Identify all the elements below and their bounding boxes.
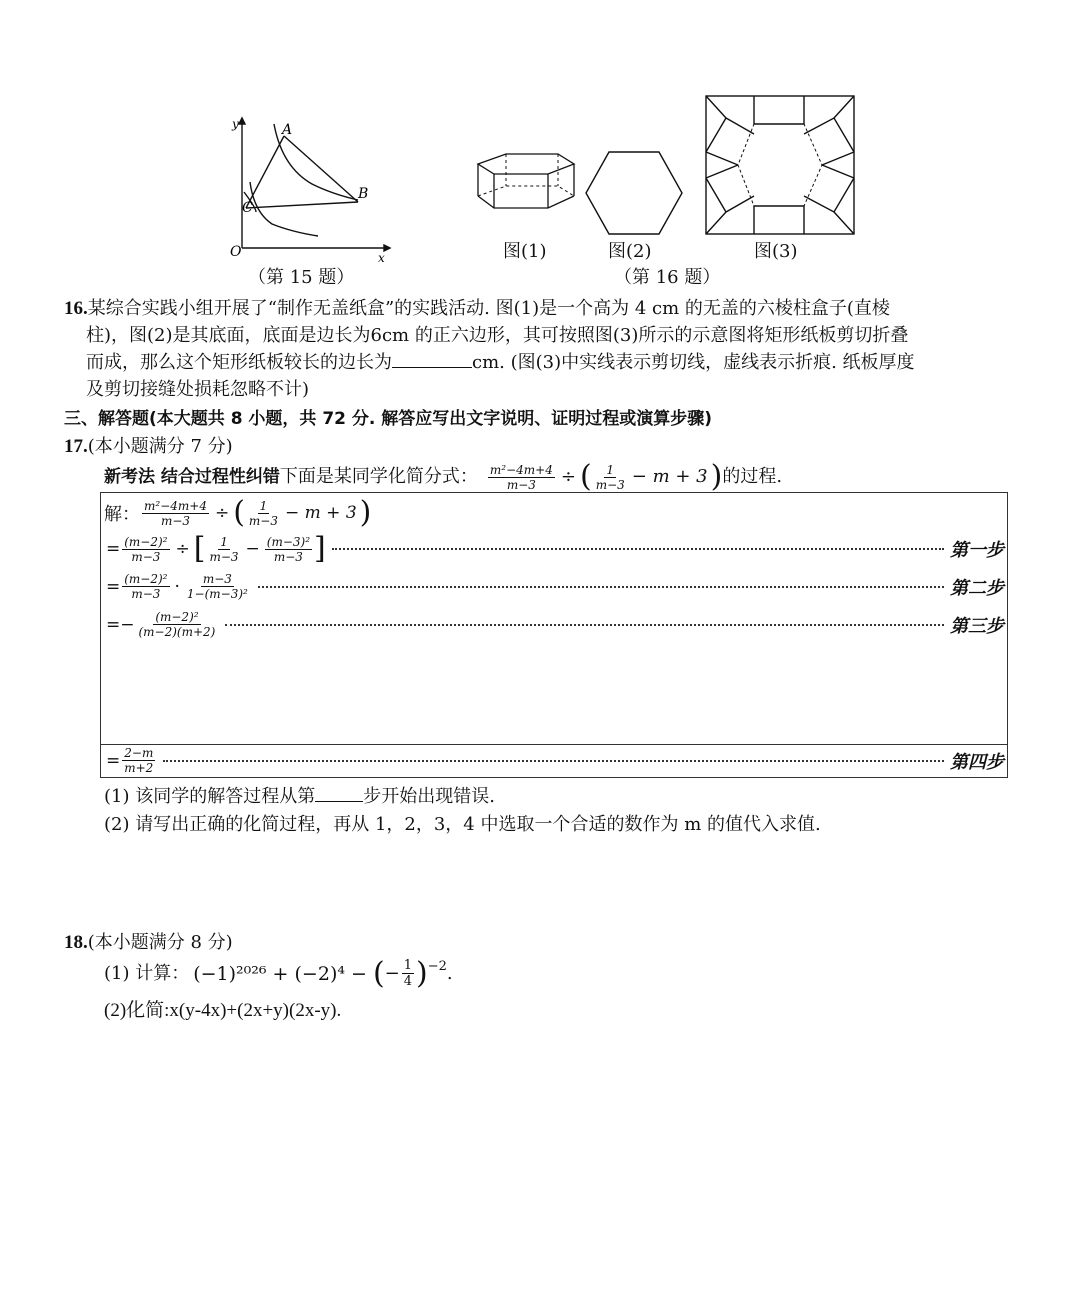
q17-step-4-label: 第四步 <box>950 751 1004 773</box>
q17-solution-start: 解： $\frac{\text{m²−4m+4}}{m-3}$ ÷ ( $\frac{1}{m-3}$ − m + 3 ) <box>104 495 372 530</box>
q18-part-1-exponent: −2 <box>427 959 447 974</box>
q17-solution-separator <box>100 744 1008 745</box>
q17-part-1-post: 步开始出现错误. <box>363 786 495 807</box>
q18-header <box>64 930 233 956</box>
fig15-origin-label: O <box>230 244 242 260</box>
figure-15-graph <box>222 112 392 262</box>
q16-text-1: 某综合实践小组开展了“制作无盖纸盒”的实践活动. 图(1)是一个高为 4 cm 的无盖的六棱柱盒子(直棱 <box>87 298 890 319</box>
q17-step-1: = $\frac{\text{(m−2)²}}{m-3}$ ÷ [ $\frac{1}{m-3}$ − $\frac{\text{(m−3)²}}{m-3}$ ] 第一步 <box>106 531 1004 566</box>
q16-line-1 <box>64 296 890 322</box>
figure-16-2-hexagon <box>584 150 684 236</box>
fig15-point-a: A <box>282 122 293 138</box>
q17-step-3-label: 第三步 <box>950 615 1004 637</box>
q17-step-3: =− $\frac{\text{(m−2)²}}{(m-2)(m+2)}$ 第三步 <box>106 610 1004 639</box>
fig15-x-label: x <box>378 251 385 262</box>
q18-part-1-frac: $\frac{1}{4}$ <box>403 958 413 989</box>
q18-part-2: (2)化简:x(y-4x)+(2x+y)(2x-y). <box>104 1000 342 1021</box>
q17-part-1 <box>104 784 495 810</box>
q17-tag: 新考法 结合过程性纠错 <box>104 467 280 487</box>
q18-part-1-label: (1) 计算： <box>104 962 190 984</box>
q16-text-3a: 而成，那么这个矩形纸板较长的边长为 <box>86 352 392 373</box>
fig15-point-c: C <box>242 200 253 216</box>
q16-answer-blank[interactable] <box>392 367 472 368</box>
q16-line-3 <box>86 350 915 376</box>
q17-part-2: (2) 请写出正确的化简过程，再从 1，2，3，4 中选取一个合适的数作为 m 的值代入求值. <box>104 814 821 835</box>
q16-text-4: 及剪切接缝处损耗忽略不计) <box>86 379 310 400</box>
q17-part-1-pre: (1) 该同学的解答过程从第 <box>104 786 316 807</box>
q17-step-4: = $\frac{2-m}{m+2}$ 第四步 <box>106 746 1004 775</box>
figure-16-1-prism <box>472 150 582 216</box>
q17-points: (本小题满分 7 分) <box>87 436 233 457</box>
q17-intro-text: 下面是某同学化简分式： <box>279 466 478 487</box>
q17-part-1-blank[interactable] <box>315 801 363 802</box>
q18-points: (本小题满分 8 分) <box>87 932 233 953</box>
figure-16-caption: （第 16 题） <box>614 267 721 288</box>
fig15-y-label: y <box>232 117 239 131</box>
figure-16-1-label: 图(1) <box>503 241 547 262</box>
q17-number: 17. <box>64 436 88 457</box>
q18-part-1: (1) 计算： (−1)²⁰²⁶ + (−2)⁴ − ( − $\frac{1}{4}$ ) −2 . <box>104 955 453 991</box>
figure-16-2-label: 图(2) <box>608 241 652 262</box>
q17-intro <box>104 459 783 494</box>
q18-number: 18. <box>64 932 88 953</box>
q17-step-1-label: 第一步 <box>950 540 1004 561</box>
q17-step-2-label: 第二步 <box>950 577 1004 599</box>
q18-part-1-expr: (−1)²⁰²⁶ + (−2)⁴ − <box>193 962 367 985</box>
q17-expression: $\frac{\text{m²−4m+4}}{m-3}$ ÷ ( $\frac{1}{m-3}$ − m + 3 ) <box>489 459 723 494</box>
q17-frac-inner: $\frac{1}{m-3}$ <box>595 462 625 492</box>
q17-header <box>64 434 233 460</box>
figure-16-3-net <box>704 94 856 236</box>
figure-15-caption: （第 15 题） <box>248 267 355 288</box>
fig15-point-b: B <box>358 186 369 202</box>
section-3-title: 三、解答题(本大题共 8 小题，共 72 分. 解答应写出文字说明、证明过程或演算步骤) <box>64 409 713 429</box>
q16-text-2: 柱)，图(2)是其底面，底面是边长为6cm 的正六边形，其可按照图(3)所示的示意图将矩形纸板剪切折叠 <box>86 325 909 346</box>
q16-text-3b: cm. (图(3)中实线表示剪切线，虚线表示折痕. 纸板厚度 <box>472 352 915 373</box>
q16-number: 16. <box>64 298 88 319</box>
q17-suffix: 的过程. <box>722 466 783 487</box>
figure-16-3-label: 图(3) <box>754 241 798 262</box>
q17-frac-main: $\frac{\text{m²−4m+4}}{m-3}$ <box>489 462 553 492</box>
q17-step-2: = $\frac{\text{(m−2)²}}{m-3}$ · $\frac{m-3}{\text{1−(m−3)²}}$ 第二步 <box>106 572 1004 601</box>
